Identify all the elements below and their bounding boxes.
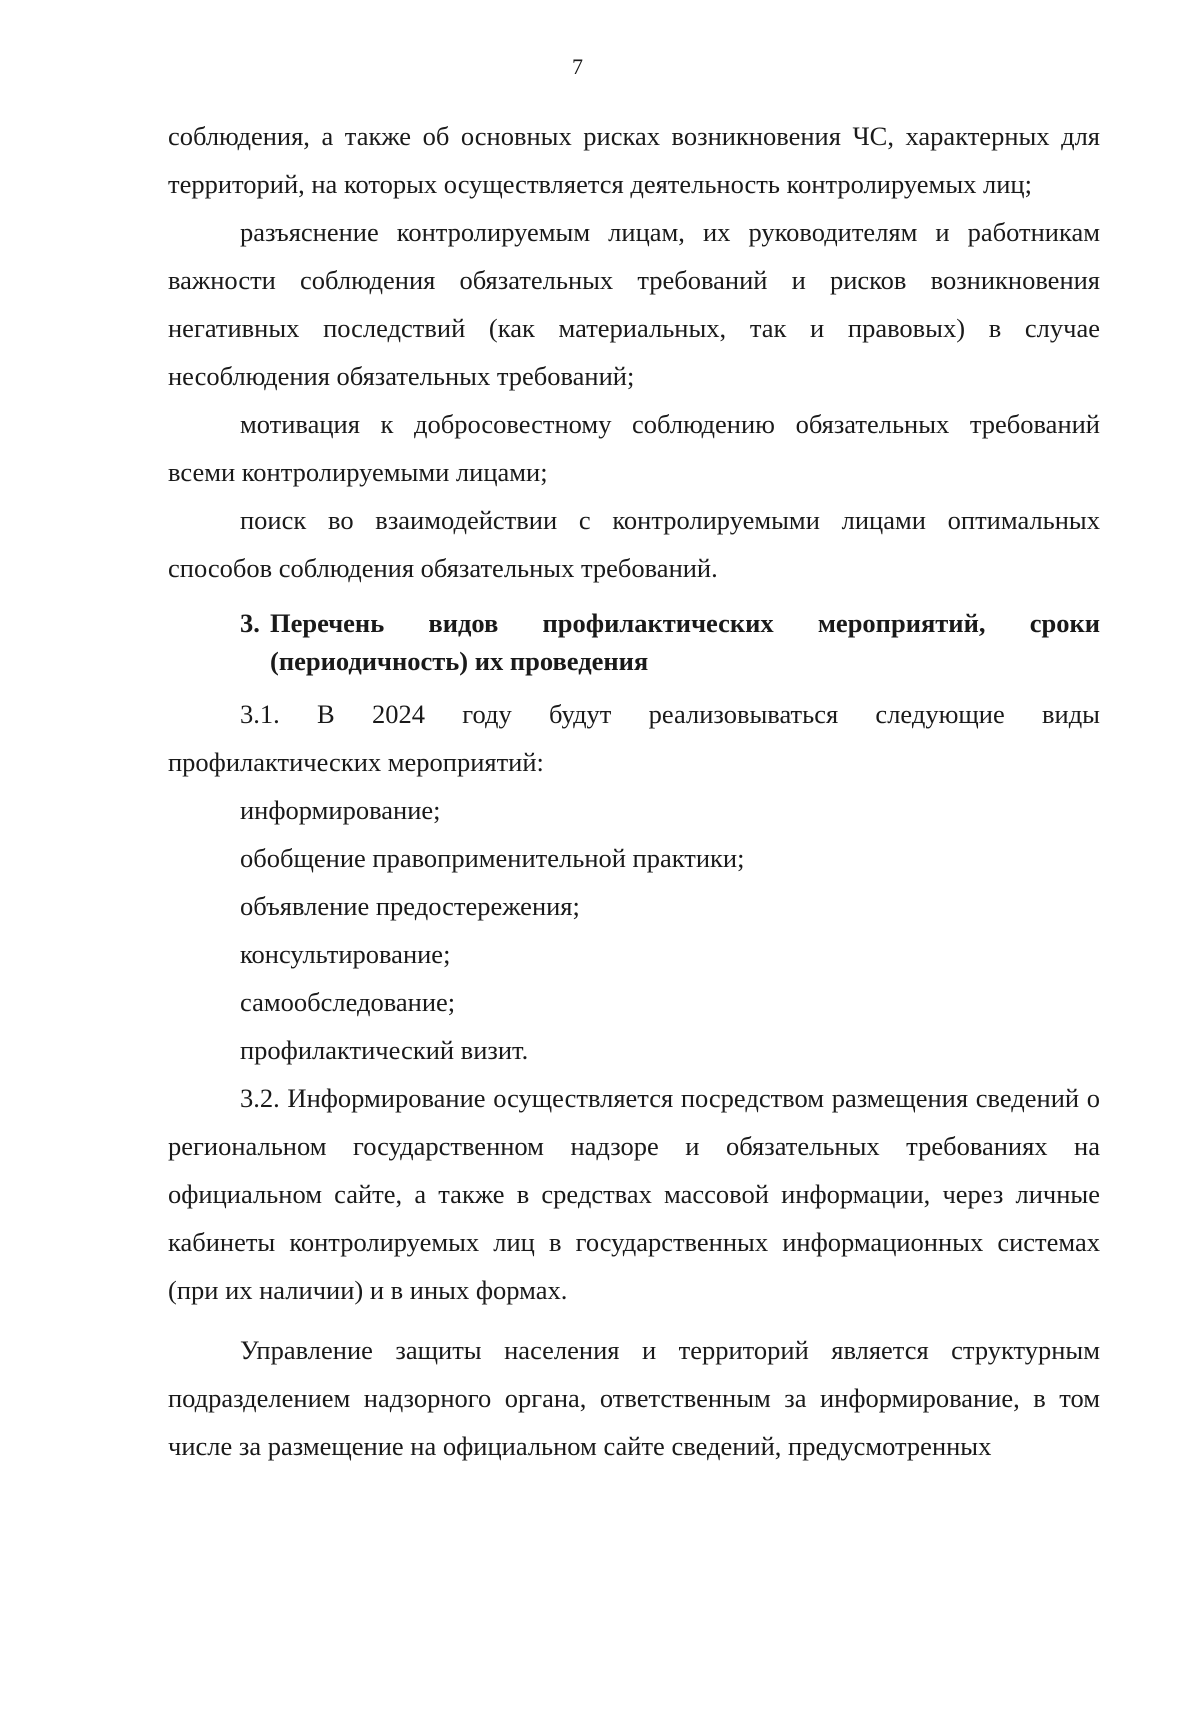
list-item: информирование; — [240, 795, 441, 825]
paragraph-search: поиск во взаимодействии с контролируемыми лицами оптимальных способов соблюдения обязательных требований. — [168, 505, 1100, 583]
section-heading — [168, 604, 1100, 680]
section-title: Перечень видов профилактических мероприятий, сроки (периодичность) их проведения — [270, 608, 1100, 676]
list-item: профилактический визит. — [240, 1035, 529, 1065]
paragraph-explanation: разъяснение контролируемым лицам, их руководителям и работникам важности соблюдения обязательных требований и рисков возникновения негативных последствий (как материальных, так и правовых) в случае несоблюдения обязательных требований; — [168, 217, 1100, 391]
list-item: самообследование; — [240, 987, 456, 1017]
clause-3-2: 3.2. Информирование осуществляется посредством размещения сведений о региональном государственном надзоре и обязательных требованиях на официальном сайте, а также в средствах массовой информации, через личные кабинеты контролируемых лиц в государственных информационных системах (при их наличии) и в иных формах. — [168, 1083, 1100, 1305]
clause-3-1: 3.1. В 2024 году будут реализовываться следующие виды профилактических мероприятий: — [168, 699, 1100, 777]
list-item: консультирование; — [240, 939, 451, 969]
list-item: обобщение правоприменительной практики; — [240, 843, 745, 873]
list-item: объявление предостережения; — [240, 891, 580, 921]
section-number: 3. — [240, 608, 260, 638]
paragraph-risks: соблюдения, а также об основных рисках возникновения ЧС, характерных для территорий, на которых осуществляется деятельность контролируемых лиц; — [168, 121, 1100, 199]
paragraph-closing: Управление защиты населения и территорий является структурным подразделением надзорного органа, ответственным за информирование, в том числе за размещение на официальном сайте сведений, предусмотренных — [168, 1335, 1100, 1461]
paragraph-motivation: мотивация к добросовестному соблюдению обязательных требований всеми контролируемыми лицами; — [168, 409, 1100, 487]
page-number: 7 — [572, 54, 583, 79]
document-body — [168, 112, 1100, 1470]
